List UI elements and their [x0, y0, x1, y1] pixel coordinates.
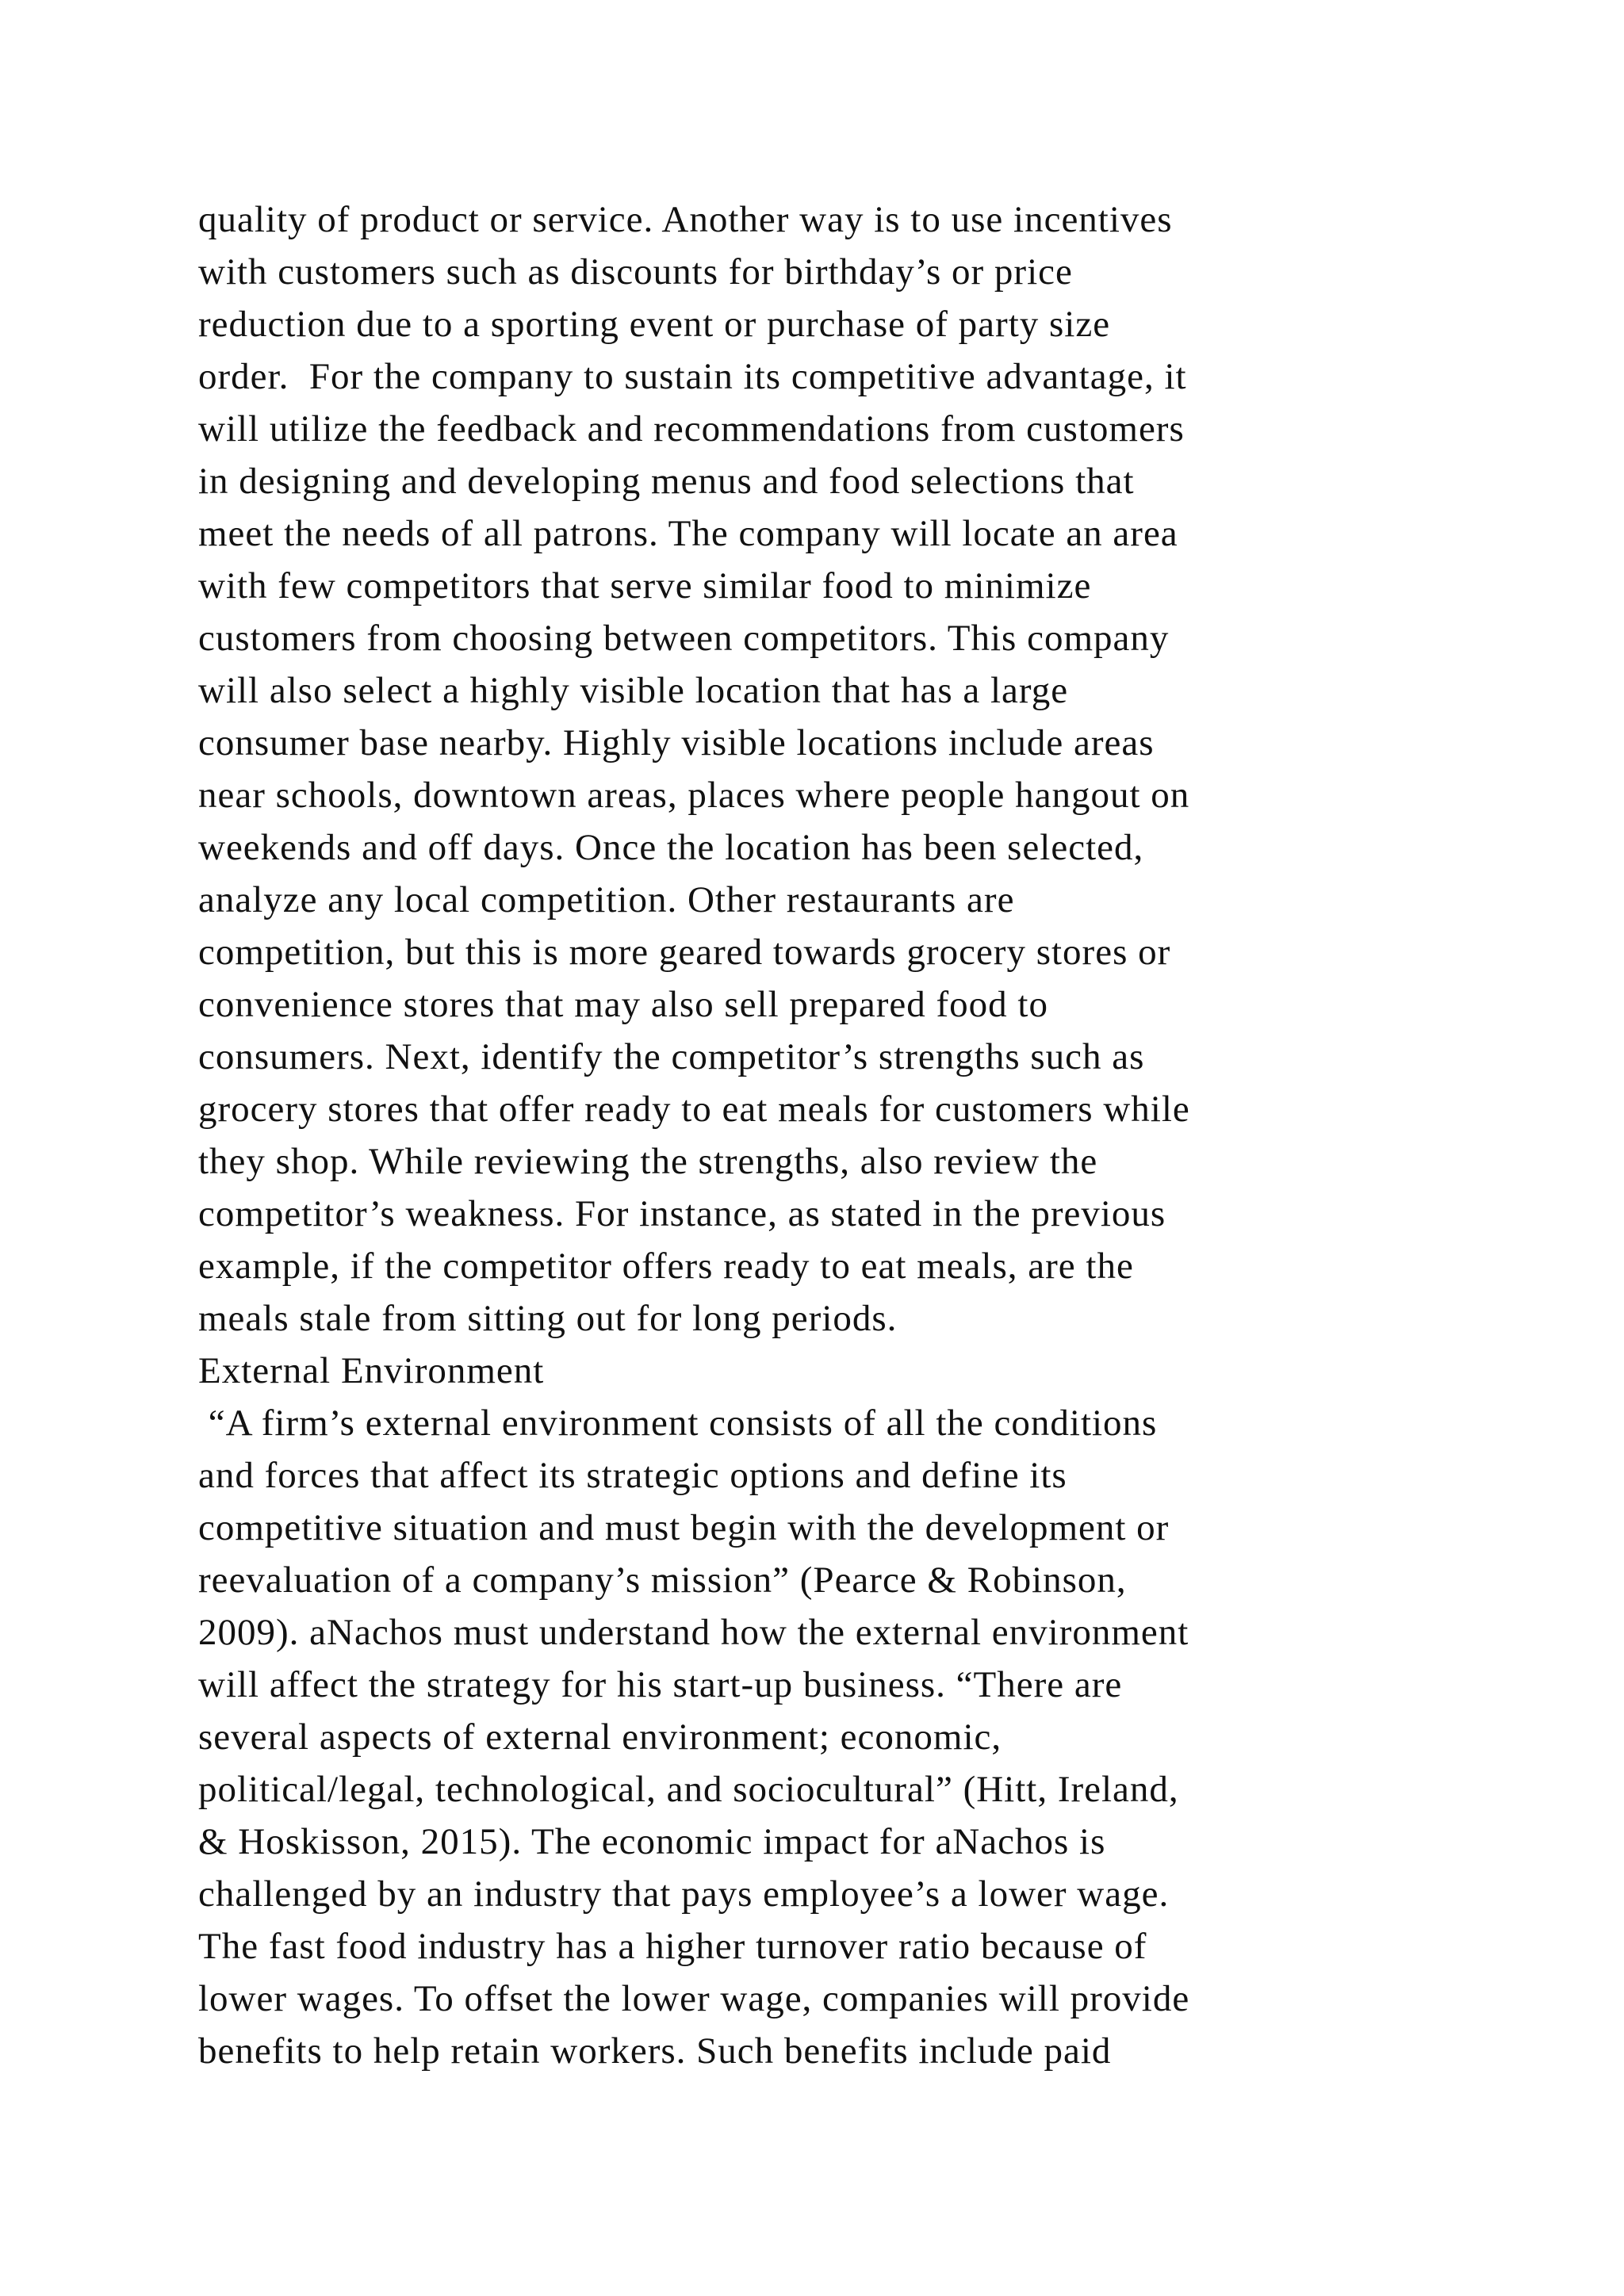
text-line: benefits to help retain workers. Such benefits include paid [198, 2030, 1112, 2072]
text-line: political/legal, technological, and sociocultural” (Hitt, Ireland, [198, 1769, 1179, 1810]
text-line: weekends and off days. Once the location has been selected, [198, 827, 1144, 868]
text-line: consumers. Next, identify the competitor’s strengths such as [198, 1036, 1145, 1077]
text-line: analyze any local competition. Other restaurants are [198, 879, 1015, 920]
text-line: they shop. While reviewing the strengths, also review the [198, 1141, 1098, 1182]
text-line: grocery stores that offer ready to eat meals for customers while [198, 1089, 1190, 1130]
text-line: convenience stores that may also sell prepared food to [198, 984, 1048, 1025]
text-line: reevaluation of a company’s mission” (Pearce & Robinson, [198, 1559, 1127, 1601]
text-line: competition, but this is more geared towards grocery stores or [198, 932, 1171, 973]
text-line: in designing and developing menus and food selections that [198, 461, 1135, 502]
text-line: “A firm’s external environment consists of all the conditions [198, 1402, 1158, 1444]
text-line: reduction due to a sporting event or purchase of party size [198, 304, 1111, 345]
text-line: example, if the competitor offers ready to eat meals, are the [198, 1246, 1134, 1287]
text-line: meals stale from sitting out for long periods. [198, 1298, 898, 1339]
text-line: customers from choosing between competitors. This company [198, 618, 1170, 659]
section-heading: External Environment [198, 1350, 545, 1391]
text-line: The fast food industry has a higher turnover ratio because of [198, 1926, 1147, 1967]
text-line: will utilize the feedback and recommendations from customers [198, 408, 1185, 450]
text-line: quality of product or service. Another way is to use incentives [198, 199, 1173, 240]
text-line: will also select a highly visible location that has a large [198, 670, 1069, 711]
text-line: consumer base nearby. Highly visible locations include areas [198, 722, 1155, 763]
text-line: and forces that affect its strategic options and define its [198, 1455, 1067, 1496]
text-line: order. For the company to sustain its competitive advantage, it [198, 356, 1187, 397]
text-line: near schools, downtown areas, places where people hangout on [198, 775, 1190, 816]
text-line: challenged by an industry that pays employee’s a lower wage. [198, 1873, 1170, 1915]
text-line: 2009). aNachos must understand how the external environment [198, 1612, 1189, 1653]
text-line: several aspects of external environment; economic, [198, 1716, 1002, 1758]
text-line: lower wages. To offset the lower wage, companies will provide [198, 1978, 1190, 2019]
text-line: competitor’s weakness. For instance, as stated in the previous [198, 1193, 1166, 1234]
text-line: meet the needs of all patrons. The company will locate an area [198, 513, 1178, 554]
body-text [198, 193, 1499, 2077]
text-line: with few competitors that serve similar food to minimize [198, 565, 1092, 607]
text-line: & Hoskisson, 2015). The economic impact for aNachos is [198, 1821, 1106, 1862]
text-line: with customers such as discounts for birthday’s or price [198, 251, 1073, 293]
text-line: will affect the strategy for his start-up business. “There are [198, 1664, 1123, 1705]
text-line: competitive situation and must begin with the development or [198, 1507, 1170, 1548]
